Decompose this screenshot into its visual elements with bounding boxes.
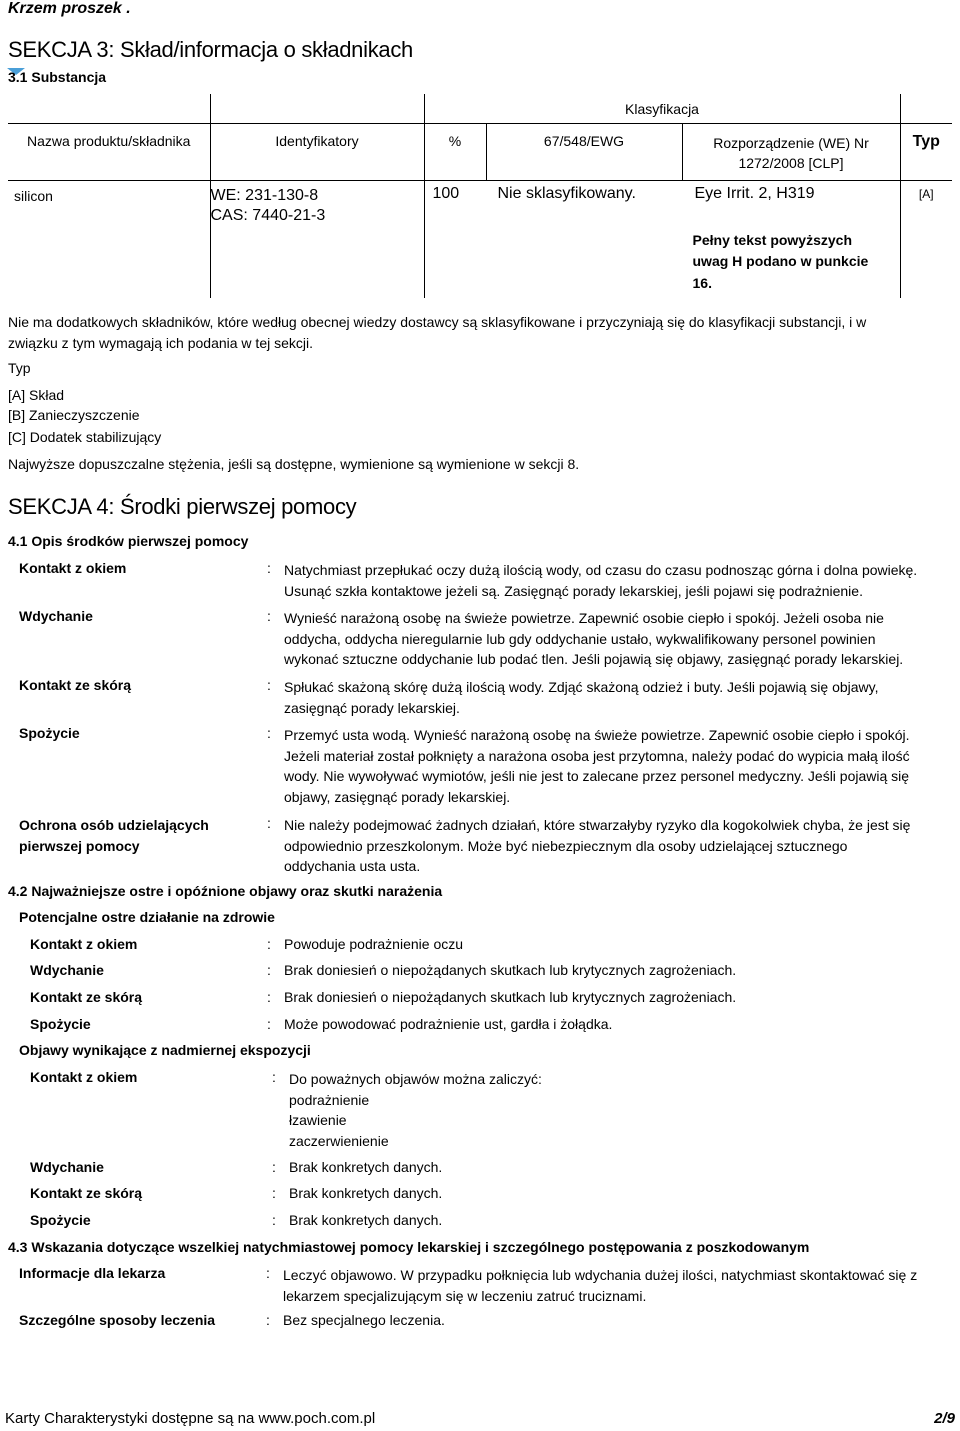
colon: : (266, 1312, 270, 1328)
inhalation-line2: oddycha, oddycha nieregularnie lub gdy oddychanie ustało, wykwalifikowany personel powinien (284, 630, 876, 647)
ingestion-line1: Przemyć usta wodą. Wynieść narażoną osobę na świeże powietrze. Zapewnić osobie ciepło i spokój. (284, 727, 910, 743)
colon: : (267, 608, 271, 624)
col-clp-header-line2: 1272/2008 [CLP] (738, 154, 844, 171)
overexp-eye-label: Kontakt z okiem (30, 1069, 138, 1085)
clp-note-line2: uwag H podano w punkcie (692, 253, 869, 269)
colon: : (267, 936, 271, 952)
colon: : (267, 989, 271, 1005)
acute-skin-value: Brak doniesień o niepożądanych skutkach lub krytycznych zagrożeniach. (284, 989, 737, 1005)
doctor-info-label: Informacje dla lekarza (19, 1265, 166, 1281)
colon: : (272, 1212, 276, 1228)
clp-value: Eye Irrit. 2, H319 (694, 184, 815, 202)
subsection-3-1-title: 3.1 Substancja (8, 69, 107, 85)
ingestion-line3: wody. Nie wywoływać wymiotów, jeśli nie jest to zalecane przez personel medyczny. Jeśli pojawią się (284, 768, 910, 784)
overexp-inhalation-label: Wdychanie (30, 1159, 104, 1175)
overexp-skin-value: Brak konkretych danych. (289, 1185, 443, 1201)
pct-value: 100 (432, 184, 460, 202)
klasyfikacja-header: Klasyfikacja (625, 101, 699, 117)
first-aider-protection-line3: oddychania usta usta. (284, 858, 421, 874)
colon: : (266, 1265, 270, 1281)
colon: : (267, 962, 271, 978)
acute-inhalation-label: Wdychanie (30, 962, 104, 978)
col-name-header: Nazwa produktu/składnika (27, 132, 191, 149)
colon: : (272, 1159, 276, 1175)
eye-contact-line2: Usunąć szkła kontaktowe jeżeli są. Zasięgnąć porady lekarskiej, jeśli pojawi się podrażnienie. (284, 582, 863, 599)
first-aider-protection-label-line2: pierwszej pomocy (19, 837, 140, 854)
colon: : (267, 815, 271, 831)
col-ids-header: Identyfikatory (275, 132, 359, 149)
overexposure-title: Objawy wynikające z nadmiernej ekspozycji (19, 1042, 311, 1058)
overexp-ingestion-label: Spożycie (30, 1212, 91, 1228)
section-4-title: SEKCJA 4: Środki pierwszej pomocy (8, 494, 357, 519)
inhalation-line1: Wynieść narażoną osobę na świeże powietrze. Zapewnić osobie ciepło i spokój. Jeżeli osoba nie (284, 610, 884, 626)
acute-eye-label: Kontakt z okiem (30, 936, 138, 952)
page-number: 2/9 (934, 1410, 955, 1427)
col-typ-header: Typ (912, 132, 940, 150)
skin-contact-line2: zasięgnąć porady lekarskiej. (284, 699, 460, 716)
overexp-eye-line1: Do poważnych objawów można zaliczyć: (289, 1071, 542, 1087)
acute-inhalation-value: Brak doniesień o niepożądanych skutkach lub krytycznych zagrożeniach. (284, 962, 737, 978)
col-clp-header-line1: Rozporządzenie (WE) Nr (713, 134, 869, 151)
substance-name: silicon (14, 187, 53, 204)
additional-ingredients-line1: Nie ma dodatkowych składników, które według obecnej wiedzy dostawcy są sklasyfikowane i przyczyniają się do klasyfikacji substancji, i w (8, 314, 867, 330)
eye-contact-line1: Natychmiast przepłukać oczy dużą ilością wody, od czasu do czasu podnosząc górna i dolna powiekę. (284, 562, 918, 578)
eeg-value: Nie sklasyfikowany. (497, 184, 636, 202)
ingestion-line2: Jeżeli materiał został połknięty a narażona osoba jest przytomna, należy podać do wypicia małą ilość (284, 747, 910, 764)
special-treatment-value: Bez specjalnego leczenia. (283, 1312, 445, 1328)
colon: : (267, 560, 271, 576)
col-eeg-header: 67/548/EWG (543, 132, 625, 149)
col-pct-header: % (448, 132, 462, 149)
product-name-header: Krzem proszek . (8, 0, 131, 17)
doctor-info-line1: Leczyć objawowo. W przypadku połknięcia lub wdychania dużej ilości, natychmiast skontaktować się z (283, 1267, 918, 1283)
exposure-limits-note: Najwyższe dopuszczalne stężenia, jeśli są dostępne, wymienione są wymienione w sekcji 8. (8, 456, 580, 472)
overexp-eye-line4: zaczerwienienie (289, 1132, 389, 1149)
overexp-skin-label: Kontakt ze skórą (30, 1185, 143, 1201)
id-we: WE: 231-130-8 (210, 186, 319, 204)
eye-contact-label: Kontakt z okiem (19, 560, 127, 576)
inhalation-line3: wykonać sztuczne oddychanie lub podać tlen. Jeśli pojawią się objawy, zasięgnąć porady lekarskiej. (284, 651, 904, 667)
special-treatment-label: Szczególne sposoby leczenia (19, 1312, 216, 1328)
typ-legend-b: [B] Zanieczyszczenie (8, 407, 140, 423)
clp-note-line3: 16. (692, 274, 712, 291)
colon: : (267, 725, 271, 741)
first-aider-protection-line2: odpowiednio przeszkolonym. Może być niebezpiecznym dla osoby udzielającej sztucznego (284, 837, 848, 854)
overexp-inhalation-value: Brak konkretych danych. (289, 1159, 443, 1175)
substance-table (8, 94, 952, 298)
skin-contact-line1: Spłukać skażoną skórę dużą ilością wody. Zdjąć skażoną odzież i buty. Jeśli pojawią się objawy, (284, 679, 879, 695)
acute-effects-title: Potencjalne ostre działanie na zdrowie (19, 909, 275, 925)
colon: : (272, 1069, 276, 1085)
ingestion-line4: objawy, zasięgnąć porady lekarskiej. (284, 788, 511, 805)
typ-legend-title: Typ (8, 360, 31, 376)
subsection-4-3-title: 4.3 Wskazania dotyczące wszelkiej natychmiastowej pomocy lekarskiej i szczególnego postępowania z poszkodowanym (8, 1239, 810, 1255)
doctor-info-line2: lekarzem specjalizującym się w leczeniu zatruć truciznami. (283, 1287, 647, 1304)
subsection-4-1-title: 4.1 Opis środków pierwszej pomocy (8, 533, 249, 549)
acute-eye-value: Powoduje podrażnienie oczu (284, 936, 464, 952)
subsection-4-2-title: 4.2 Najważniejsze ostre i opóźnione objawy oraz skutki narażenia (8, 883, 443, 899)
inhalation-label: Wdychanie (19, 608, 93, 624)
colon: : (272, 1185, 276, 1201)
overexp-eye-line2: podrażnienie (289, 1091, 370, 1108)
acute-ingestion-value: Może powodować podrażnienie ust, gardła i żołądka. (284, 1016, 613, 1032)
clp-note-line1: Pełny tekst powyższych (692, 231, 853, 248)
typ-legend-a: [A] Skład (8, 387, 65, 403)
colon: : (267, 1016, 271, 1032)
first-aider-protection-label-line1: Ochrona osób udzielających (19, 817, 209, 833)
id-cas: CAS: 7440-21-3 (210, 206, 326, 224)
section-3-title: SEKCJA 3: Skład/informacja o składnikach (8, 37, 413, 62)
overexp-ingestion-value: Brak konkretych danych. (289, 1212, 443, 1228)
colon: : (267, 677, 271, 693)
acute-ingestion-label: Spożycie (30, 1016, 91, 1032)
first-aider-protection-line1: Nie należy podejmować żadnych działań, które stwarzałyby ryzyko dla kogokolwiek chyba, że jest się (284, 817, 911, 833)
skin-contact-label: Kontakt ze skórą (19, 677, 132, 693)
typ-legend-c: [C] Dodatek stabilizujący (8, 429, 162, 445)
additional-ingredients-line2: związku z tym wymagają ich podania w tej sekcji. (8, 334, 314, 351)
overexp-eye-line3: łzawienie (289, 1112, 347, 1128)
typ-value: [A] (918, 186, 934, 201)
footer-website-note: Karty Charakterystyki dostępne są na www.poch.com.pl (5, 1410, 376, 1427)
ingestion-label: Spożycie (19, 725, 80, 741)
acute-skin-label: Kontakt ze skórą (30, 989, 143, 1005)
